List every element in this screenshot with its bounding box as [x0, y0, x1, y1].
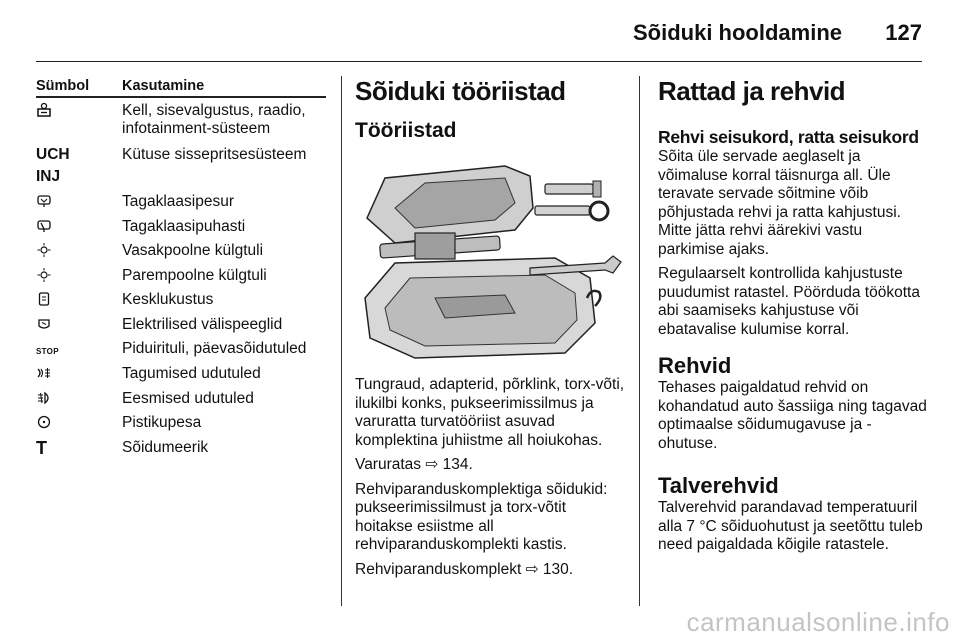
- rear-fog-icon: [36, 361, 122, 386]
- symbol-table: [36, 76, 326, 459]
- table-row: [36, 164, 326, 189]
- row-symbol: INJ: [36, 168, 61, 185]
- table-row: [36, 336, 326, 361]
- socket-icon: [36, 410, 122, 435]
- section-title: Sõiduki hooldamine: [632, 20, 842, 45]
- column-header-usage: Kasutamine: [122, 78, 205, 94]
- rear-wiper-icon: [36, 214, 122, 239]
- row-description: Pistikupesa: [122, 414, 202, 431]
- table-row: [36, 287, 326, 312]
- row-description: Elektrilised välispeeglid: [122, 315, 283, 333]
- page-number: 127: [885, 20, 922, 45]
- table-row: [36, 263, 326, 288]
- mirror-icon: [36, 312, 122, 337]
- clock-radio-icon: [36, 98, 122, 142]
- subsection-heading: Tööriistad: [355, 119, 457, 142]
- paragraph: Rehviparanduskomplektiga sõidukid: pukseerimissilmust ja torx-võtit hoitakse esiistme all rehviparanduskomplekti kastis.: [355, 480, 608, 553]
- row-description: Tagaklaasipesur: [122, 193, 235, 210]
- rear-washer-icon: [36, 189, 122, 214]
- cross-reference: Varuratas ⇨ 134.: [355, 456, 473, 473]
- paragraph: Talverehvid parandavad temperatuuril alla 7 °C sõiduohutust ja seetõttu tuleb need paigaldada kõigile ratastele.: [658, 499, 923, 553]
- table-row: [36, 214, 326, 239]
- tools-illustration: [355, 148, 625, 360]
- row-description: Kütuse sissepritsesüsteem: [122, 146, 307, 163]
- section-heading: Sõiduki tööriistad: [355, 76, 566, 106]
- row-description: Kell, sisevalgustus, raadio, infotainment-süsteem: [122, 102, 306, 137]
- table-row: [36, 238, 326, 263]
- cross-reference: Rehviparanduskomplekt ⇨ 130.: [355, 560, 574, 578]
- watermark: carmanualsonline.info: [686, 607, 950, 637]
- table-row: [36, 386, 326, 411]
- right-side-light-icon: [36, 263, 122, 288]
- table-row: [36, 410, 326, 435]
- column-header-symbol: Sümbol: [36, 78, 90, 94]
- stop-symbol: STOP: [36, 347, 59, 356]
- front-fog-icon: [36, 386, 122, 411]
- row-description: Tagumised udutuled: [122, 365, 261, 382]
- column-divider-2: [639, 76, 640, 606]
- wheels-section: [658, 76, 928, 561]
- row-description: Sõidumeerik: [122, 438, 209, 456]
- tools-section: [355, 76, 625, 144]
- paragraph: Regulaarselt kontrollida kahjustuste puudumist ratastel. Pöörduda töökotta abi saamiseks kahjustuse või ebatavalise kulumise korral.: [658, 265, 920, 338]
- row-description: Piduirituli, päevasõidutuled: [122, 340, 307, 357]
- row-symbol: T: [36, 437, 47, 458]
- section-heading: Rattad ja rehvid: [658, 76, 846, 106]
- row-description: Kesklukustus: [122, 291, 214, 308]
- table-row: [36, 435, 326, 460]
- subsection-heading: Rehvid: [658, 353, 732, 378]
- left-side-light-icon: [36, 238, 122, 263]
- paragraph: Tehases paigaldatud rehvid on kohandatud auto šassiiga ning tagavad optimaalse sõidumugavuse ja -ohutuse.: [658, 379, 927, 452]
- column-divider-1: [341, 76, 342, 606]
- table-header: [36, 76, 326, 98]
- table-row: [36, 98, 326, 142]
- subsection-heading: Rehvi seisukord, ratta seisukord: [658, 127, 919, 147]
- table-row: [36, 189, 326, 214]
- paragraph: Tungraud, adapterid, põrklink, torx-võti, ilukilbi konks, pukseerimissilmus ja varuratta turvatööriist asuvad komplektina juhiistme all hoiukohas.: [355, 376, 625, 449]
- table-row: [36, 361, 326, 386]
- paragraph: Sõita üle servade aeglaselt ja võimaluse korral täisnurga all. Üle teravate servade sõitmine võib põhjustada rehvi ja ratta kahjustusi. Mitte jätta rehvi äärekivi vastu parkimise ajaks.: [658, 148, 901, 258]
- subsection-heading: Talverehvid: [658, 473, 779, 498]
- row-symbol: UCH: [36, 146, 70, 163]
- row-description: Parempoolne külgtuli: [122, 266, 267, 284]
- row-description: Vasakpoolne külgtuli: [122, 242, 264, 259]
- page-header: [36, 14, 922, 62]
- row-description: Eesmised udutuled: [122, 389, 254, 407]
- central-locking-icon: [36, 287, 122, 312]
- tools-text: [355, 376, 627, 585]
- row-description: Tagaklaasipuhasti: [122, 217, 246, 235]
- row-description: [122, 164, 326, 189]
- table-row: [36, 142, 326, 164]
- table-row: [36, 312, 326, 337]
